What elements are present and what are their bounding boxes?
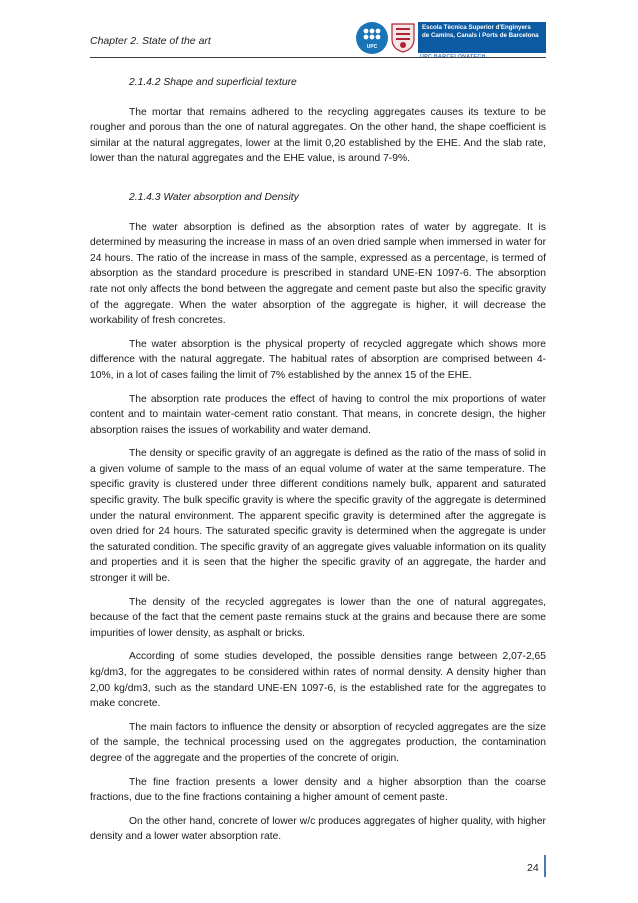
institution-logo (356, 18, 548, 62)
paragraph: On the other hand, concrete of lower w/c produces aggregates of higher quality, with higher density and a lower water absorption rate. (90, 815, 546, 843)
page-number: 24 (527, 862, 539, 874)
chapter-title: Chapter 2. State of the art (90, 35, 211, 47)
paragraph: The water absorption is the physical property of recycled aggregate which shows more difference with the natural aggregate. The habitual rates of absorption are comprised between 4-10%, in a lot of cases failing the limit of 7% established by the annex 15 of the EHE. (90, 338, 546, 381)
school-name-line-2: de Camins, Canals i Ports de Barcelona (422, 32, 539, 39)
paragraph: According of some studies developed, the possible densities range between 2,07-2,65 kg/dm3, for the aggregates to be considered within rates of normal density. A density higher than 2,00 kg/dm3, such as the standard UNE-EN 1097-6, is the established rate for the aggregates to make concrete. (90, 651, 546, 710)
paragraph: The water absorption is defined as the absorption rates of water by aggregate. It is determined by measuring the increase in mass of an oven dried sample when immersed in water for 24 hours. The ratio of the increase in mass of the sample, expressed as a percentage, is termed of absorption as the standard procedure is prescribed in standard UNE-EN 1097-6. The absorption rate not only affects the bond between the aggregate and cement paste but also the specific gravity of the aggregate. When the water absorption of the aggregate is higher, it will decrease the workability of fresh concretes. (90, 221, 546, 327)
school-name-box (418, 22, 546, 53)
page-number-bar (544, 855, 546, 877)
section-heading: 2.1.4.2 Shape and superficial texture (129, 77, 297, 88)
paragraph: The density of the recycled aggregates is lower than the one of natural aggregates, because of the fact that the cement paste remains stuck at the grains and because there are some impurities of lower density, as asphalt or bricks. (90, 596, 546, 639)
paragraph: The fine fraction presents a lower density and a higher absorption than the coarse fractions, due to the fine fractions containing a higher amount of cement paste. (90, 776, 546, 804)
upc-logo-text: UPC (366, 44, 378, 50)
paragraph: The mortar that remains adhered to the recycling aggregates causes its texture to be rougher and porous than the one of natural aggregates. On the other hand, the shape coefficient is similar at the natural aggregates, lower at the limit 0,20 established by the EHE. And the slab rate, lower than the natural aggregates and the EHE value, is around 7-9%. (90, 106, 546, 165)
section-heading: 2.1.4.3 Water absorption and Density (129, 191, 299, 203)
crest-icon (390, 21, 416, 53)
paragraph: The density or specific gravity of an aggregate is defined as the ratio of the mass of solid in a given volume of sample to the mass of an equal volume of water at the same temperature. The specific gravity is clustered under three different conditions namely bulk, apparent and saturated specific gravity. The bulk specific gravity is where the specific gravity of the aggregate is determined under the natural environment. The apparent specific gravity is determined after the aggregate is oven dried for 24 hours. The saturated specific gravity is determined when the aggregate is under the saturated condition. The specific gravity of an aggregate gives valuable information on its quality and properties and it is seen that the higher the specific gravity of an aggregate, the harder and stronger it will be. (90, 448, 546, 585)
page-body (90, 60, 546, 845)
paragraph: The main factors to influence the density or absorption of recycled aggregates are the size of the sample, the technical processing used on the aggregates production, the contamination degree of the aggregate and the properties of the concrete of origin. (90, 721, 546, 764)
header-divider (90, 57, 546, 58)
school-name-line-1: Escola Tècnica Superior d'Enginyers (422, 24, 531, 31)
paragraph: The absorption rate produces the effect of having to control the mix proportions of water content and to maintain water-cement ratio constant. That means, in concrete design, the higher absorption raises the issues of workability and water demand. (90, 393, 546, 436)
